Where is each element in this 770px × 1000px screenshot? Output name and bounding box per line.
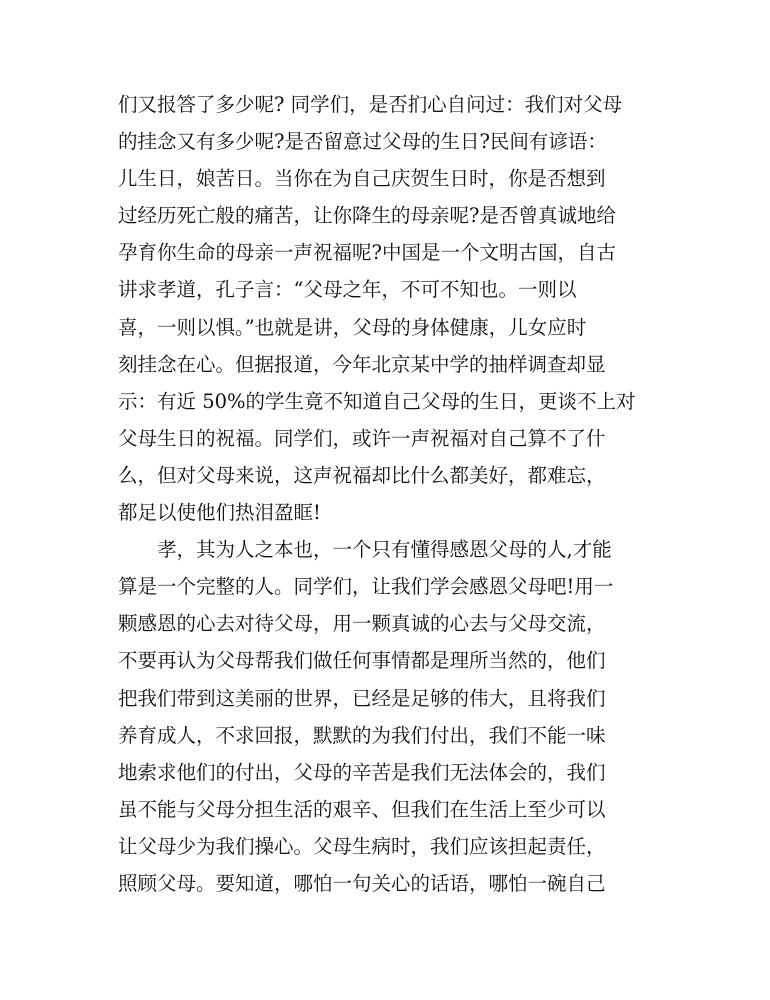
text-line: 颗感恩的心去对待父母，用一颗真诚的心去与父母交流， bbox=[118, 612, 606, 636]
text-line: 刻挂念在心。但据报道，今年北京某中学的抽样调查却显 bbox=[118, 352, 606, 376]
text-line: 养育成人，不求回报，默默的为我们付出，我们不能一味 bbox=[118, 723, 606, 747]
text-line: 父母生日的祝福。同学们，或许一声祝福对自己算不了什 bbox=[118, 426, 606, 450]
document-body bbox=[118, 86, 663, 902]
text-line: 把我们带到这美丽的世界，已经是足够的伟大，且将我们 bbox=[118, 686, 606, 710]
text-line: 都足以使他们热泪盈眶! bbox=[118, 501, 321, 525]
text-line: 照顾父母。要知道，哪怕一句关心的话语，哪怕一碗自己 bbox=[118, 871, 606, 895]
text-line: 虽不能与父母分担生活的艰辛、但我们在生活上至少可以 bbox=[118, 797, 606, 821]
text-line: 们又报答了多少呢? 同学们，是否扪心自问过：我们对父母 bbox=[118, 93, 623, 116]
text-line: 的挂念又有多少呢?是否留意过父母的生日?民间有谚语： bbox=[118, 130, 607, 154]
text-line: 地索求他们的付出，父母的辛苦是我们无法体会的，我们 bbox=[118, 760, 606, 784]
text-line: 不要再认为父母帮我们做任何事情都是理所当然的，他们 bbox=[118, 649, 606, 673]
text-line: 讲求孝道，孔子言：“父母之年，不可不知也。一则以 bbox=[118, 278, 577, 302]
text-line: 让父母少为我们操心。父母生病时，我们应该担起责任， bbox=[118, 834, 606, 858]
text-line: 喜，一则以惧。”也就是讲，父母的身体健康，儿女应时 bbox=[118, 315, 587, 339]
text-line: 算是一个完整的人。同学们，让我们学会感恩父母吧!用一 bbox=[118, 575, 614, 599]
text-line: 过经历死亡般的痛苦，让你降生的母亲呢?是否曾真诚地给 bbox=[118, 204, 616, 228]
text-line: 孕育你生命的母亲一声祝福呢?中国是一个文明古国，自古 bbox=[118, 241, 616, 265]
text-line: 示：有近 50%的学生竟不知道自己父母的生日，更谈不上对 bbox=[118, 389, 636, 413]
text-line: 么，但对父母来说，这声祝福却比什么都美好，都难忘， bbox=[118, 463, 606, 487]
text-line: 儿生日，娘苦日。当你在为自己庆贺生日时，你是否想到 bbox=[118, 167, 606, 191]
paragraph-start-line: 孝，其为人之本也，一个只有懂得感恩父母的人,才能 bbox=[118, 538, 612, 562]
